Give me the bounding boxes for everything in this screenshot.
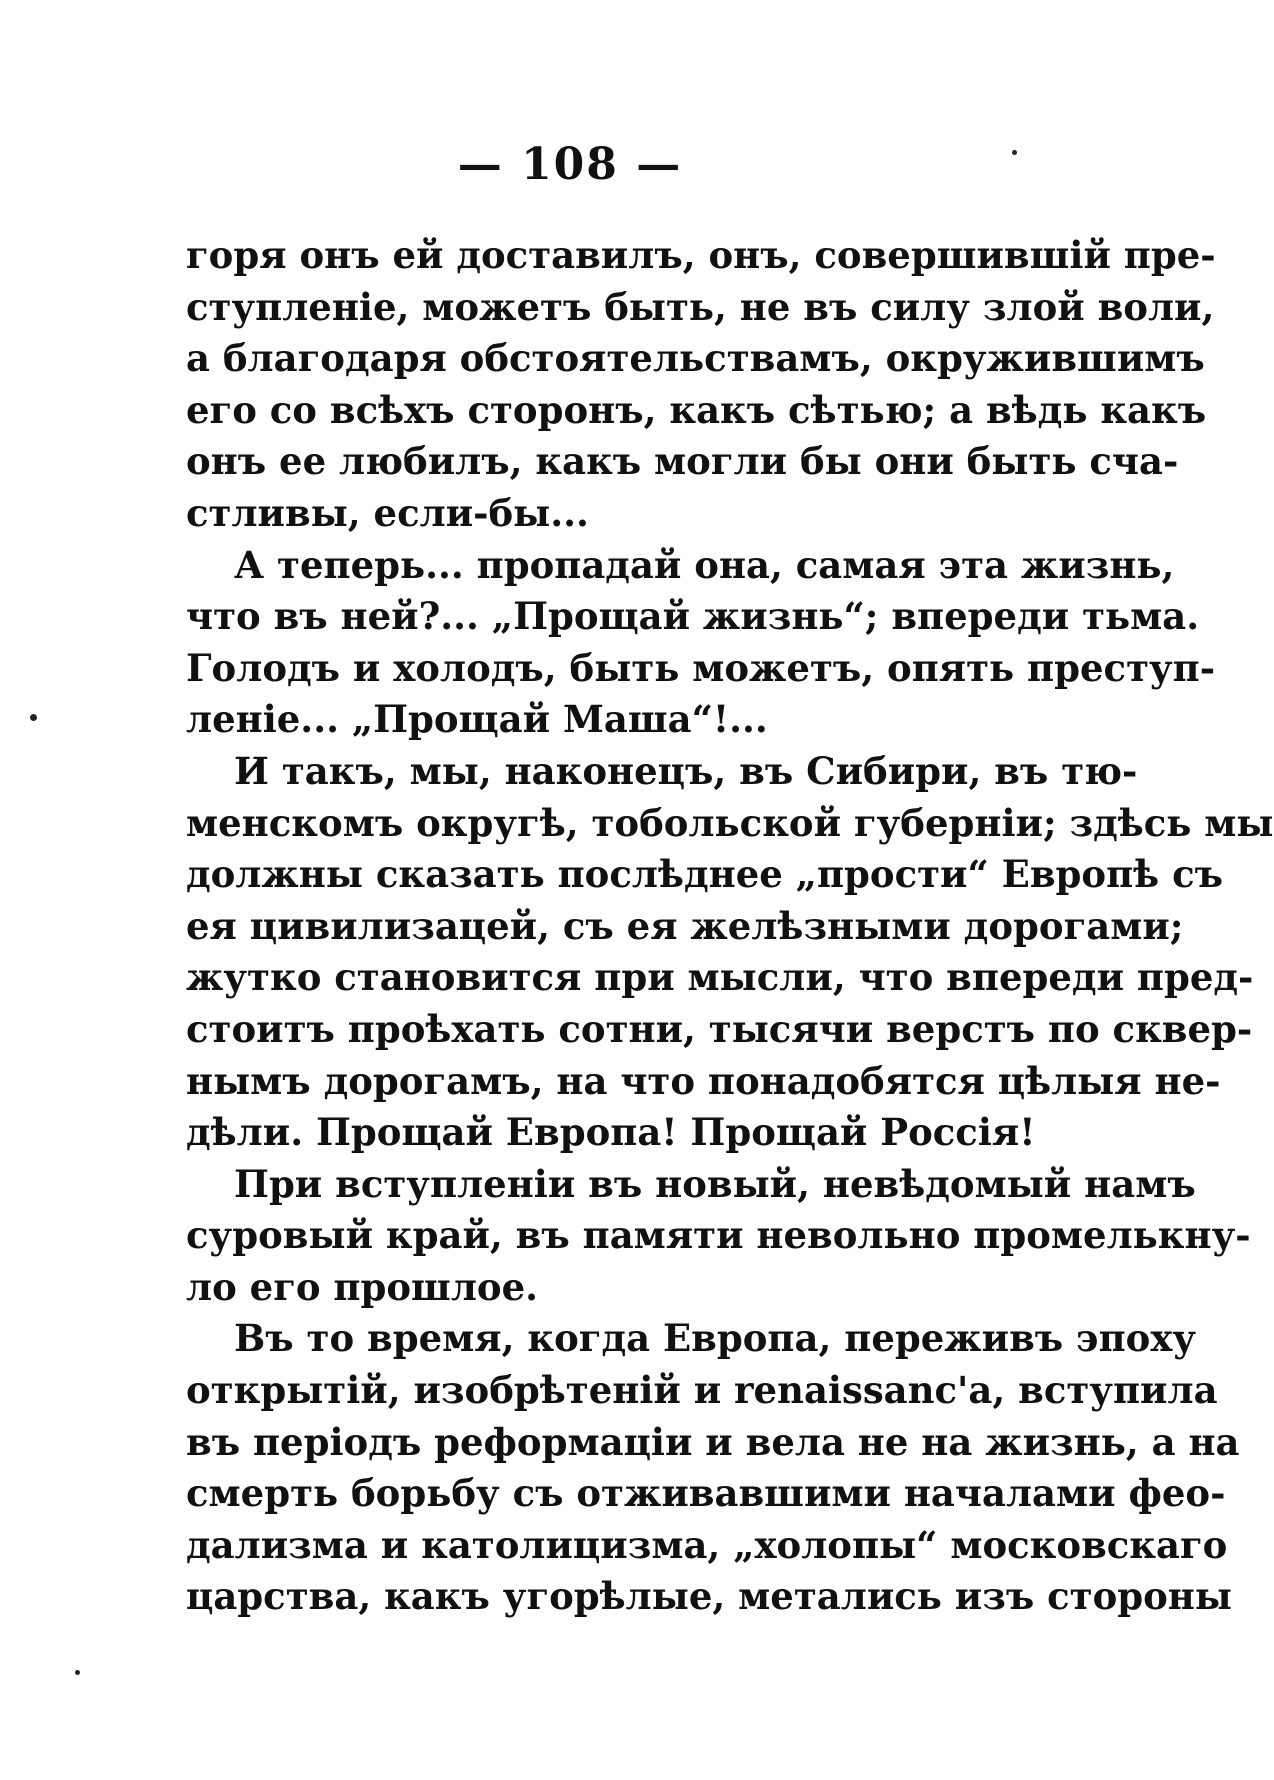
text-line: въ періодъ реформаціи и вела не на жизнь, а на <box>186 1419 1240 1464</box>
text-line: суровый край, въ памяти невольно промелькну- <box>186 1213 1251 1258</box>
text-line: его со всѣхъ сторонъ, какъ сѣтью; а вѣдь какъ <box>186 387 1207 432</box>
text-line: смерть борьбу съ отживавшими началами фео- <box>186 1471 1226 1516</box>
text-line: жутко становится при мысли, что впереди пред- <box>186 955 1254 1000</box>
ink-speck <box>75 1670 80 1675</box>
text-line: должны сказать послѣднее „прости“ Европѣ съ <box>186 852 1223 897</box>
text-line: открытій, изобрѣтеній и renaissanc'а, вступила <box>186 1368 1218 1413</box>
text-line: менскомъ округѣ, тобольской губерніи; здѣсь мы <box>186 800 1274 845</box>
ink-speck <box>30 714 37 721</box>
body-text <box>186 230 1274 1623</box>
text-line: стливы, если-бы... <box>186 490 589 535</box>
ink-speck <box>1012 150 1017 155</box>
text-line: ея цивилизацей, съ ея желѣзными дорогами; <box>186 903 1184 948</box>
page-number: — 108 — <box>457 139 683 190</box>
text-line: дализма и католицизма, „холопы“ московскаго <box>186 1522 1228 1567</box>
text-line: горя онъ ей доставилъ, онъ, совершившій пре- <box>186 233 1216 277</box>
text-line: нымъ дорогамъ, на что понадобятся цѣлыя не- <box>186 1058 1221 1103</box>
text-line: ло его прошлое. <box>186 1264 539 1309</box>
paragraph-start-line: И такъ, мы, наконецъ, въ Сибири, въ тю- <box>234 748 1138 793</box>
paragraph-start-line: А теперь... пропадай она, самая эта жизнь, <box>234 542 1175 587</box>
paragraph-start-line: Въ то время, когда Европа, переживъ эпоху <box>234 1316 1197 1361</box>
text-line: а благодаря обстоятельствамъ, окружившимъ <box>186 336 1205 381</box>
text-line: стоитъ проѣхать сотни, тысячи верстъ по сквер- <box>186 1006 1253 1051</box>
paragraph-start-line: При вступленіи въ новый, невѣдомый намъ <box>234 1161 1196 1206</box>
text-line: онъ ее любилъ, какъ могли бы они быть сча- <box>186 439 1179 484</box>
text-line: дѣли. Прощай Европа! Прощай Россія! <box>186 1110 1036 1155</box>
text-line: Голодъ и холодъ, быть можетъ, опять преступ- <box>186 645 1216 690</box>
text-line: что въ ней?... „Прощай жизнь“; впереди тьма. <box>186 594 1200 639</box>
text-line: ступленіе, можетъ быть, не въ силу злой воли, <box>186 284 1215 329</box>
text-line: леніе... „Прощай Маша“!... <box>186 697 768 742</box>
text-line: царства, какъ угорѣлые, метались изъ стороны <box>186 1574 1232 1619</box>
